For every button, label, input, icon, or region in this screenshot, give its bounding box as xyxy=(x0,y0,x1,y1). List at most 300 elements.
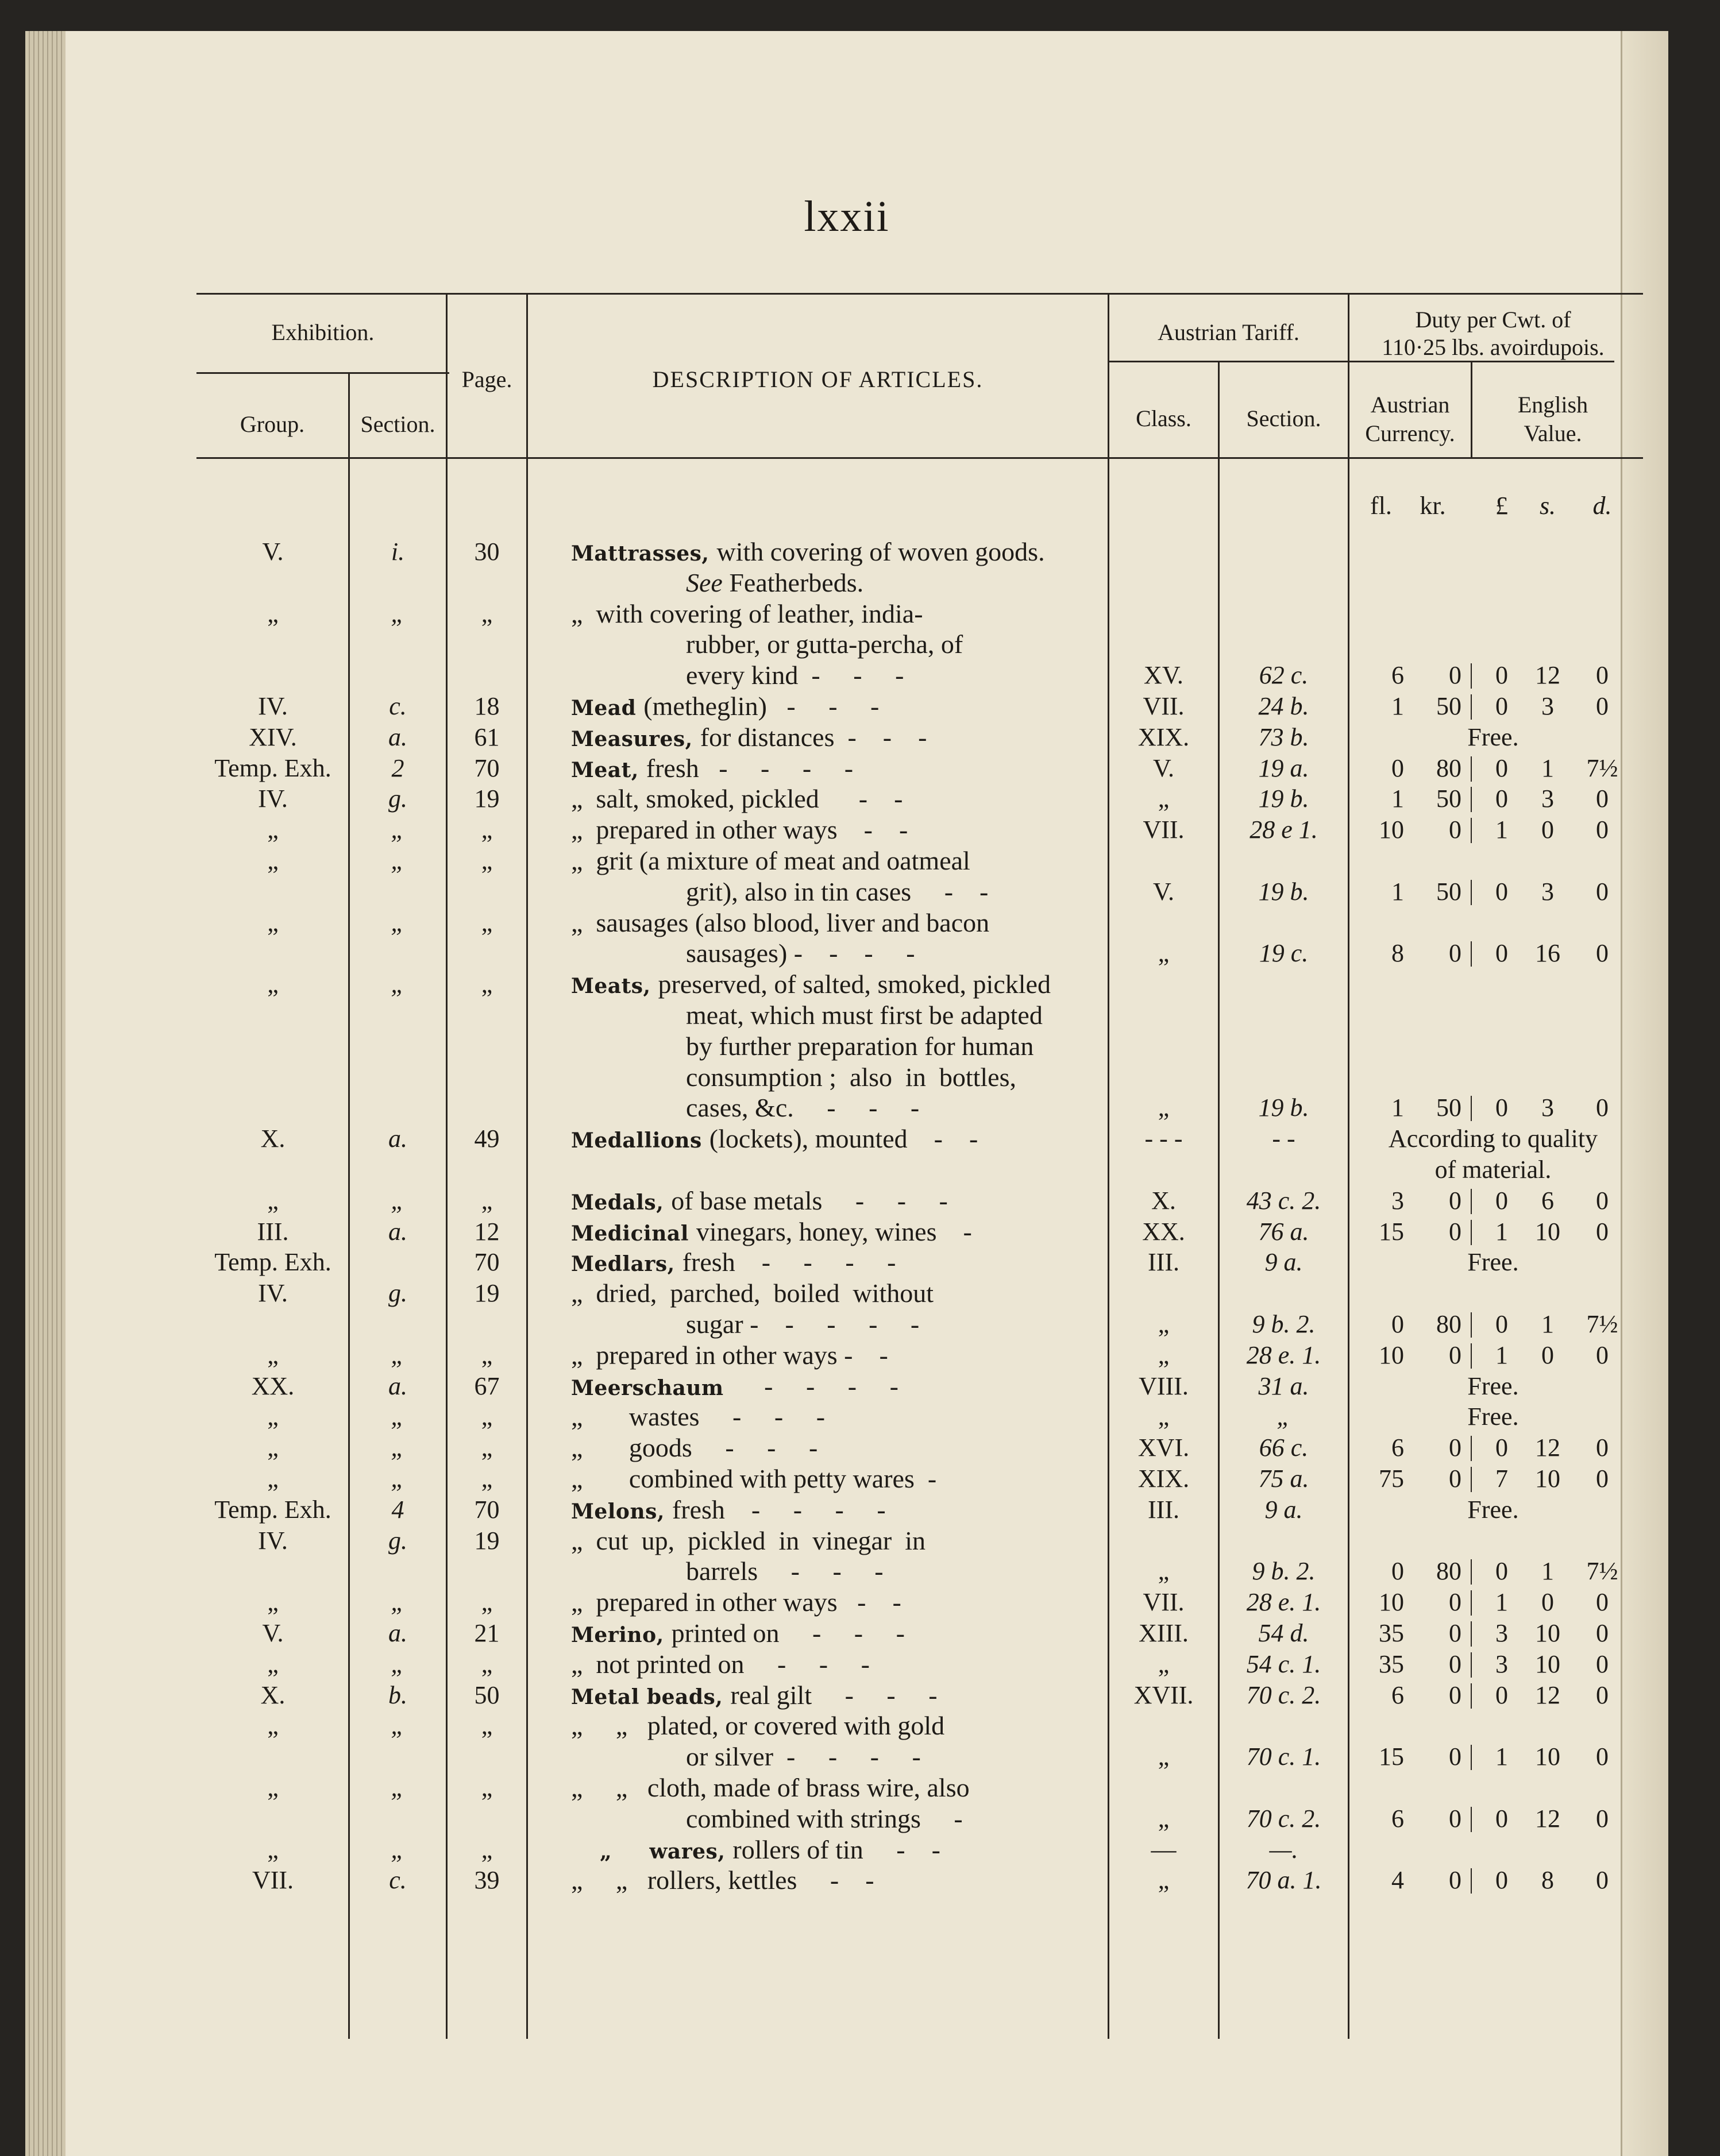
article-heading: Medlars, xyxy=(571,1252,682,1277)
article-text: (lockets), mounted - - xyxy=(709,1124,978,1154)
currency-separator xyxy=(1471,1807,1472,1832)
row-shillings: 10 xyxy=(1535,1465,1560,1493)
page-stack-edge xyxy=(25,31,65,2156)
article-heading: Medallions xyxy=(571,1129,709,1153)
row-shillings: 0 xyxy=(1541,1340,1554,1369)
row-description xyxy=(571,969,1051,1002)
row-pounds: 0 xyxy=(1495,1557,1508,1586)
row-section: „ xyxy=(391,847,405,875)
row-shillings: 6 xyxy=(1541,1186,1554,1215)
row-description xyxy=(600,1834,940,1867)
row-kreuzer: 0 xyxy=(1449,816,1461,844)
row-shillings: 3 xyxy=(1541,1094,1554,1122)
currency-separator xyxy=(1471,1745,1472,1770)
row-tariff-section: 31 a. xyxy=(1258,1371,1309,1400)
row-page: „ xyxy=(481,847,493,875)
row-section: i. xyxy=(391,538,405,566)
row-pounds: 1 xyxy=(1495,1340,1508,1369)
row-description xyxy=(571,1371,898,1404)
header-austrian-currency-2: Currency. xyxy=(1365,420,1455,446)
row-duty-note: Free. xyxy=(1467,722,1519,751)
row-section: 4 xyxy=(391,1495,404,1524)
row-description xyxy=(571,722,927,755)
row-pounds: 3 xyxy=(1495,1619,1508,1647)
row-kreuzer: 0 xyxy=(1449,1434,1461,1462)
row-tariff-section: 9 b. 2. xyxy=(1252,1557,1316,1586)
row-description xyxy=(571,1123,978,1156)
row-class: V. xyxy=(1152,754,1175,782)
unit-shillings: s. xyxy=(1539,492,1556,520)
article-text: See Featherbeds. xyxy=(686,567,864,597)
row-tariff-section: 24 b. xyxy=(1258,692,1309,720)
row-pence: 0 xyxy=(1596,816,1609,844)
row-florins: 1 xyxy=(1391,877,1404,906)
article-heading: Medicinal xyxy=(571,1221,696,1246)
row-description xyxy=(686,1031,1033,1062)
row-pence: 0 xyxy=(1596,661,1609,690)
row-page: „ xyxy=(481,816,493,844)
row-page: „ xyxy=(481,970,493,999)
row-group: IV. xyxy=(258,692,288,720)
row-kreuzer: 0 xyxy=(1449,661,1461,690)
header-austrian-tariff: Austrian Tariff. xyxy=(1158,319,1299,345)
row-class: „ xyxy=(1158,1866,1170,1895)
article-text: cases, &c. - - - xyxy=(686,1093,920,1123)
article-text: - - - - xyxy=(731,1371,898,1401)
row-description xyxy=(686,1000,1043,1031)
row-page: 19 xyxy=(474,1279,500,1308)
row-description xyxy=(571,783,903,814)
currency-separator xyxy=(1471,1652,1472,1678)
row-page: 67 xyxy=(474,1371,500,1400)
row-shillings: 1 xyxy=(1541,1557,1554,1586)
row-class: „ xyxy=(1158,785,1170,813)
header-english-value-2: Value. xyxy=(1524,420,1582,446)
currency-separator xyxy=(1471,756,1472,782)
article-text: preserved, of salted, smoked, pickled xyxy=(658,969,1051,999)
row-pence: 0 xyxy=(1596,1340,1609,1369)
row-section: „ xyxy=(391,599,405,628)
row-shillings: 12 xyxy=(1535,1434,1560,1462)
row-class: „ xyxy=(1158,1804,1170,1833)
row-description xyxy=(571,1247,896,1280)
article-heading: Meats, xyxy=(571,974,658,999)
row-class: III. xyxy=(1148,1248,1179,1277)
row-section: „ xyxy=(391,1186,405,1215)
row-description xyxy=(571,691,879,724)
currency-separator xyxy=(1471,694,1472,720)
row-group: V. xyxy=(262,538,284,566)
row-kreuzer: 0 xyxy=(1449,939,1461,968)
row-tariff-section: 62 c. xyxy=(1259,661,1309,690)
row-page: 39 xyxy=(474,1866,500,1895)
row-kreuzer: 50 xyxy=(1436,785,1461,813)
row-shillings: 3 xyxy=(1541,692,1554,720)
article-text: fresh - - - - xyxy=(672,1494,886,1524)
row-pounds: 0 xyxy=(1495,661,1508,690)
row-description xyxy=(571,1618,905,1651)
row-class: XVII. xyxy=(1133,1680,1194,1709)
article-text: of base metals - - - xyxy=(671,1185,948,1215)
row-page: 49 xyxy=(474,1125,500,1153)
header-description: DESCRIPTION OF ARTICLES. xyxy=(652,366,984,392)
row-kreuzer: 0 xyxy=(1449,1217,1461,1246)
row-description xyxy=(571,1278,934,1309)
row-shillings: 3 xyxy=(1541,785,1554,813)
row-page: „ xyxy=(481,1434,493,1462)
row-pence: 0 xyxy=(1596,1465,1609,1493)
row-description xyxy=(571,1216,972,1249)
article-heading: „ wares, xyxy=(600,1839,733,1864)
row-group: „ xyxy=(267,908,279,937)
row-description xyxy=(571,1185,948,1218)
article-text: for distances - - - xyxy=(700,722,927,752)
row-section: g. xyxy=(388,1526,407,1555)
row-tariff-section: - - xyxy=(1272,1125,1295,1153)
row-group: „ xyxy=(267,1835,279,1864)
row-pounds: 0 xyxy=(1495,692,1508,720)
row-tariff-section: 73 b. xyxy=(1258,722,1309,751)
row-page: „ xyxy=(481,1588,493,1617)
row-description xyxy=(686,629,963,660)
article-text: „ prepared in other ways - - xyxy=(571,1587,901,1617)
row-description xyxy=(571,1525,925,1556)
article-text: rollers of tin - - xyxy=(732,1834,940,1864)
row-florins: 0 xyxy=(1391,1310,1404,1338)
row-section: „ xyxy=(391,1835,405,1864)
row-page: 61 xyxy=(474,722,500,751)
row-description xyxy=(571,1680,938,1713)
article-text: fresh - - - - xyxy=(682,1247,896,1277)
row-page: 12 xyxy=(474,1217,500,1246)
header-exhibition: Exhibition. xyxy=(271,319,375,345)
row-description xyxy=(686,1556,884,1587)
row-class: XIX. xyxy=(1137,722,1190,751)
row-kreuzer: 0 xyxy=(1449,1742,1461,1771)
row-shillings: 12 xyxy=(1535,1680,1560,1709)
header-page: Page. xyxy=(461,366,512,392)
row-group: XX. xyxy=(251,1371,295,1400)
row-page: 50 xyxy=(474,1680,500,1709)
row-page: 70 xyxy=(474,1248,500,1277)
header-duty-line-2: 110·25 lbs. avoirdupois. xyxy=(1382,334,1605,360)
row-description xyxy=(686,1309,919,1340)
row-class: XIII. xyxy=(1139,1619,1189,1647)
row-section: c. xyxy=(389,692,407,720)
row-pounds: 0 xyxy=(1495,785,1508,813)
row-pounds: 0 xyxy=(1495,1310,1508,1338)
row-tariff-section: 19 b. xyxy=(1258,1094,1309,1122)
row-shillings: 8 xyxy=(1541,1866,1554,1895)
row-shillings: 10 xyxy=(1535,1619,1560,1647)
row-page: 21 xyxy=(474,1619,500,1647)
article-text: „ sausages (also blood, liver and bacon xyxy=(571,907,990,937)
row-group: „ xyxy=(267,1434,279,1462)
header-section: Section. xyxy=(360,411,435,437)
row-group: IV. xyxy=(258,1279,288,1308)
row-group: IV. xyxy=(258,785,288,813)
row-shillings: 10 xyxy=(1535,1742,1560,1771)
row-pounds: 0 xyxy=(1495,754,1508,782)
row-page: „ xyxy=(481,908,493,937)
row-kreuzer: 50 xyxy=(1436,1094,1461,1122)
row-tariff-section: 9 b. 2. xyxy=(1252,1310,1316,1338)
currency-separator xyxy=(1471,818,1472,843)
article-text: sugar - - - - - xyxy=(686,1309,920,1339)
row-group: „ xyxy=(267,970,279,999)
row-page: „ xyxy=(481,1186,493,1215)
row-description xyxy=(571,845,970,876)
row-florins: 1 xyxy=(1391,785,1404,813)
row-florins: 6 xyxy=(1391,1680,1404,1709)
row-page: „ xyxy=(481,599,493,628)
article-text: „ not printed on - - - xyxy=(571,1649,870,1679)
row-section: „ xyxy=(391,1649,405,1678)
row-florins: 35 xyxy=(1379,1649,1404,1678)
row-section: g. xyxy=(388,785,407,813)
row-tariff-section: 70 a. 1. xyxy=(1245,1866,1322,1895)
row-section: a. xyxy=(388,722,407,751)
row-page: „ xyxy=(481,1340,493,1369)
row-pence: 0 xyxy=(1596,1742,1609,1771)
row-kreuzer: 0 xyxy=(1449,1680,1461,1709)
row-class: XV. xyxy=(1144,661,1183,690)
row-kreuzer: 50 xyxy=(1436,877,1461,906)
row-florins: 0 xyxy=(1391,754,1404,782)
row-description xyxy=(571,536,1045,569)
row-section: „ xyxy=(391,1434,405,1462)
article-heading: Mead xyxy=(571,696,644,720)
row-page: „ xyxy=(481,1835,493,1864)
row-florins: 1 xyxy=(1391,692,1404,720)
row-section: a. xyxy=(388,1125,407,1153)
header-group: Group. xyxy=(240,411,305,437)
row-tariff-section: 54 d. xyxy=(1258,1619,1309,1647)
row-description xyxy=(571,1865,874,1896)
row-class: „ xyxy=(1158,1310,1170,1338)
row-description xyxy=(571,753,853,786)
row-group: „ xyxy=(267,816,279,844)
row-kreuzer: 0 xyxy=(1449,1340,1461,1369)
row-description xyxy=(571,1772,970,1803)
row-description xyxy=(686,1803,963,1834)
article-text: sausages) - - - - xyxy=(686,938,915,968)
row-florins: 4 xyxy=(1391,1866,1404,1895)
currency-separator xyxy=(1471,1312,1472,1338)
header-english-value-1: English xyxy=(1517,392,1588,418)
row-florins: 6 xyxy=(1391,1434,1404,1462)
currency-separator xyxy=(1471,1096,1472,1121)
row-pence: 7½ xyxy=(1586,1310,1618,1338)
row-tariff-section: 9 a. xyxy=(1264,1248,1303,1277)
row-pounds: 1 xyxy=(1495,1742,1508,1771)
row-tariff-section: 54 c. 1. xyxy=(1246,1649,1321,1678)
row-tariff-section: 28 e 1. xyxy=(1249,816,1318,844)
row-section: a. xyxy=(388,1619,407,1647)
row-duty-note: Free. xyxy=(1467,1495,1519,1524)
row-group: „ xyxy=(267,1588,279,1617)
row-page: 19 xyxy=(474,1526,500,1555)
currency-separator xyxy=(1471,1868,1472,1894)
row-section: a. xyxy=(388,1371,407,1400)
row-shillings: 16 xyxy=(1535,939,1560,968)
row-page: 70 xyxy=(474,754,500,782)
row-section: „ xyxy=(391,1774,405,1802)
article-text: „ „ rollers, kettles - - xyxy=(571,1865,874,1895)
row-pounds: 1 xyxy=(1495,1588,1508,1617)
row-class: - - - xyxy=(1144,1125,1183,1153)
row-group: „ xyxy=(267,1340,279,1369)
row-florins: 10 xyxy=(1379,816,1404,844)
row-group: VII. xyxy=(252,1866,294,1895)
unit-pound: £ xyxy=(1495,492,1508,520)
article-heading: Mattrasses, xyxy=(571,542,717,566)
row-section: „ xyxy=(391,1588,405,1617)
row-section: „ xyxy=(391,816,405,844)
row-florins: 10 xyxy=(1379,1588,1404,1617)
row-class: „ xyxy=(1158,1402,1170,1431)
article-text: „ „ cloth, made of brass wire, also xyxy=(571,1773,970,1802)
book-page xyxy=(25,31,1668,2156)
row-group: Temp. Exh. xyxy=(214,1495,331,1524)
article-text: with covering of woven goods. xyxy=(716,537,1045,566)
row-group: „ xyxy=(267,599,279,628)
row-pence: 7½ xyxy=(1586,1557,1618,1586)
article-text: every kind - - - xyxy=(686,660,904,690)
row-group: „ xyxy=(267,1774,279,1802)
row-pence: 0 xyxy=(1596,1804,1609,1833)
row-page: 19 xyxy=(474,785,500,813)
row-pence: 0 xyxy=(1596,877,1609,906)
row-kreuzer: 80 xyxy=(1436,754,1461,782)
row-page: „ xyxy=(481,1774,493,1802)
unit-kr: kr. xyxy=(1420,492,1446,520)
unit-pence: d. xyxy=(1592,492,1612,520)
row-shillings: 12 xyxy=(1535,661,1560,690)
row-shillings: 10 xyxy=(1535,1649,1560,1678)
row-class: XIX. xyxy=(1137,1465,1190,1493)
row-shillings: 3 xyxy=(1541,877,1554,906)
row-group: IV. xyxy=(258,1526,288,1555)
row-pence: 0 xyxy=(1596,1680,1609,1709)
currency-separator xyxy=(1471,941,1472,967)
row-florins: 8 xyxy=(1391,939,1404,968)
row-description xyxy=(686,1741,921,1772)
row-florins: 0 xyxy=(1391,1557,1404,1586)
row-class: „ xyxy=(1158,939,1170,968)
row-description xyxy=(686,938,915,969)
article-text: combined with strings - xyxy=(686,1803,963,1833)
article-text: real gilt - - - xyxy=(730,1680,938,1710)
row-kreuzer: 50 xyxy=(1436,692,1461,720)
article-text: fresh - - - - xyxy=(646,753,854,783)
article-heading: Melons, xyxy=(571,1499,672,1524)
article-text: meat, which must first be adapted xyxy=(686,1000,1043,1030)
row-shillings: 1 xyxy=(1541,754,1554,782)
row-tariff-section: 9 a. xyxy=(1264,1495,1303,1524)
row-section: „ xyxy=(391,1465,405,1493)
row-tariff-section: 70 c. 2. xyxy=(1246,1680,1321,1709)
row-tariff-section: 66 c. xyxy=(1259,1434,1309,1462)
row-description xyxy=(571,1587,901,1618)
currency-separator xyxy=(1471,880,1472,905)
row-duty-note: According to quality xyxy=(1388,1125,1598,1153)
row-group: „ xyxy=(267,1402,279,1431)
row-page: „ xyxy=(481,1711,493,1740)
article-heading: Meat, xyxy=(571,758,646,782)
row-description xyxy=(686,567,863,598)
currency-separator xyxy=(1471,1220,1472,1245)
currency-separator xyxy=(1471,787,1472,812)
row-pence: 0 xyxy=(1596,1094,1609,1122)
article-text: „ prepared in other ways - - xyxy=(571,815,908,845)
row-description xyxy=(686,660,904,691)
article-text: (metheglin) - - - xyxy=(643,691,880,721)
row-kreuzer: 0 xyxy=(1449,1588,1461,1617)
row-section: „ xyxy=(391,1340,405,1369)
row-florins: 3 xyxy=(1391,1186,1404,1215)
currency-separator xyxy=(1471,1436,1472,1461)
row-tariff-section: 70 c. 2. xyxy=(1246,1804,1321,1833)
currency-separator xyxy=(1471,1621,1472,1647)
row-pounds: 0 xyxy=(1495,1094,1508,1122)
row-kreuzer: 0 xyxy=(1449,1186,1461,1215)
article-heading: Measures, xyxy=(571,727,700,751)
row-description xyxy=(571,598,923,629)
row-class: „ xyxy=(1158,1649,1170,1678)
row-section: „ xyxy=(391,970,405,999)
row-section: b. xyxy=(388,1680,407,1709)
row-pounds: 0 xyxy=(1495,1804,1508,1833)
unit-fl: fl. xyxy=(1370,492,1392,520)
row-florins: 35 xyxy=(1379,1619,1404,1647)
row-duty-note: Free. xyxy=(1467,1248,1519,1277)
tariff-subheader-rule xyxy=(1109,361,1350,362)
row-class: VII. xyxy=(1143,1588,1185,1617)
row-section: a. xyxy=(388,1217,407,1246)
col-rule-description xyxy=(1108,293,1109,2039)
row-group: III. xyxy=(257,1217,289,1246)
row-page: 30 xyxy=(474,538,500,566)
header-class: Class. xyxy=(1136,405,1191,431)
article-text: „ combined with petty wares - xyxy=(571,1464,937,1493)
currency-separator xyxy=(1471,663,1472,689)
row-shillings: 12 xyxy=(1535,1804,1560,1833)
article-text: „ grit (a mixture of meat and oatmeal xyxy=(571,846,970,875)
row-page: 18 xyxy=(474,692,500,720)
exhibition-subheader-rule xyxy=(196,372,449,374)
article-text: „ with covering of leather, india- xyxy=(571,598,923,628)
row-shillings: 0 xyxy=(1541,816,1554,844)
row-group: „ xyxy=(267,1711,279,1740)
row-page: „ xyxy=(481,1649,493,1678)
row-pence: 0 xyxy=(1596,1434,1609,1462)
row-description xyxy=(571,1340,888,1371)
row-pounds: 1 xyxy=(1495,816,1508,844)
article-text: barrels - - - xyxy=(686,1556,884,1586)
article-text: „ cut up, pickled in vinegar in xyxy=(571,1525,926,1555)
row-tariff-section: 75 a. xyxy=(1258,1465,1309,1493)
header-austrian-currency-1: Austrian xyxy=(1370,392,1450,418)
article-text: grit), also in tin cases - - xyxy=(686,876,989,906)
row-class: V. xyxy=(1152,877,1175,906)
row-section: 2 xyxy=(391,754,404,782)
row-pounds: 0 xyxy=(1495,1186,1508,1215)
article-heading: Medals, xyxy=(571,1190,672,1215)
row-class: „ xyxy=(1158,1340,1170,1369)
article-text: rubber, or gutta-percha, of xyxy=(686,629,963,659)
row-tariff-section: 19 b. xyxy=(1258,785,1309,813)
